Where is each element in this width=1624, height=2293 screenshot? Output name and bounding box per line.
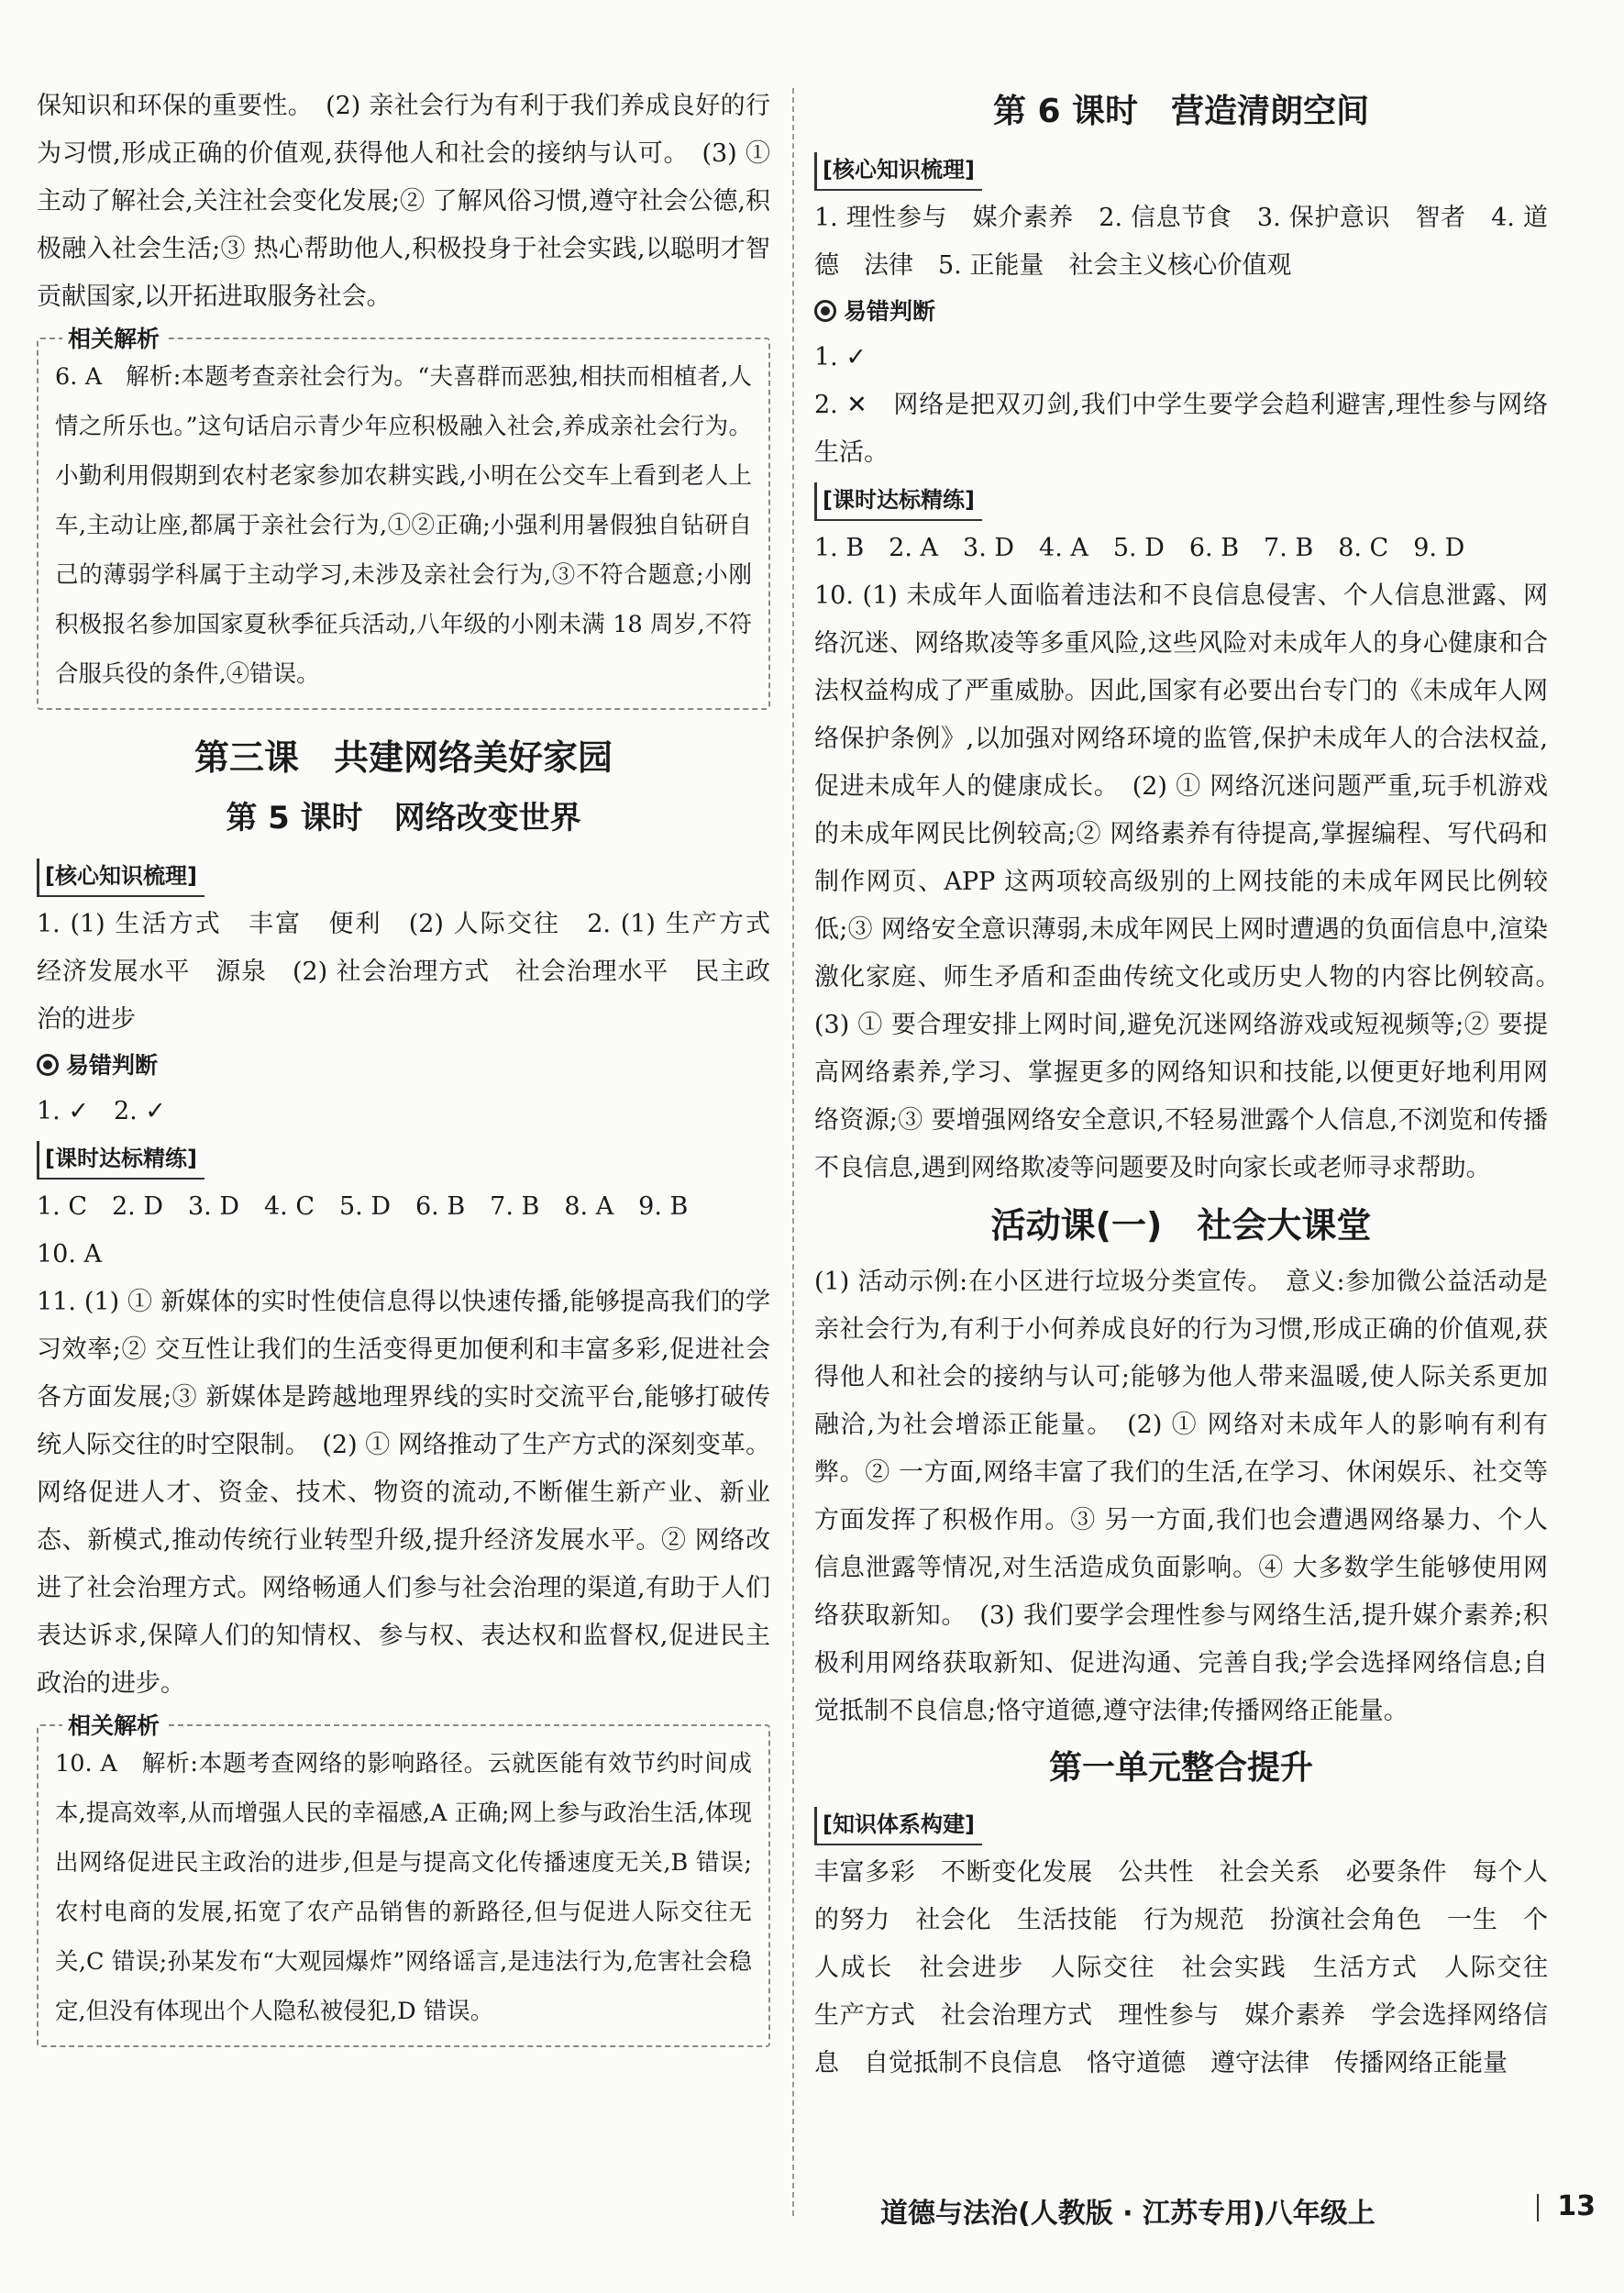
knowledge-system-answers: 丰富多彩 不断变化发展 公共性 社会关系 必要条件 每个人的努力 社会化 生活技能 行为规范 扮演社会角色 一生 个人成长 社会进步 人际交往 社会实践 生活方式 人际交往 生产方式 社会治理方式 理性参与 媒介素养 学会选择网络信息 自觉抵制不良信息 恪守道德 遵守法律 传播网络正能量 [814,1858,1573,2077]
error-judgement-heading: 易错判断 [37,1044,770,1088]
unit-review-title: 第一单元整合提升 [1048,1749,1313,1787]
continued-answer: 保知识和环保的重要性。 (2) 亲社会行为有利于我们养成良好的行为习惯,形成正确的价值观,获得他人和社会的接纳与认可。 (3) ① 主动了解社会,关注社会变化发展;② 了解风俗习惯,遵守社会公德,积极融入社会生活;③ 热心帮助他人,积极投身于社会实践,以聪明才智贡献国家,以开拓进取服务社会。 [37,92,770,311]
section-core-knowledge: [核心知识梳理] [37,858,204,897]
period-5-title: 第 5 课时 网络改变世界 [226,800,581,836]
page-footer [880,2190,1596,2231]
analysis-box-2 [37,1712,770,2047]
multiple-choice-answers: 1. C 2. D 3. D 4. C 5. D 6. B 7. B 8. A 9. B [37,1192,689,1221]
page-number: 13 [1557,2190,1596,2222]
column-divider [792,88,794,2216]
analysis-text: 6. A 解析:本题考查亲社会行为。“夫喜群而恶独,相扶而相植者,人情之所乐也。”这句话启示青少年应积极融入社会,养成亲社会行为。小勤利用假期到农村老家参加农耕实践,小明在公交车上看到老人上车,主动让座,都属于亲社会行为,①②正确;小强利用暑假独自钻研自己的薄弱学科属于主动学习,未涉及亲社会行为,③不符合题意;小刚积极报名参加国家夏秋季征兵活动,八年级的小刚未满 18 周岁,不符合服兵役的条件,④错误。 [55,363,752,688]
section-core-knowledge: [核心知识梳理] [814,152,982,191]
section-practice: [课时达标精练] [814,482,982,521]
analysis-box-title: 相关解析 [62,1708,165,1741]
right-column [814,84,1573,2088]
activity-title: 活动课(一) 社会大课堂 [990,1205,1372,1246]
core-knowledge-answers: 1. 理性参与 媒介素养 2. 信息节食 3. 保护意识 智者 4. 道德 法律 5. 正能量 社会主义核心价值观 [814,204,1548,280]
error-judgement-heading: 易错判断 [814,290,1548,334]
section-knowledge-system: [知识体系构建] [814,1807,982,1845]
question-10-answer: 10. (1) 未成年人面临着违法和不良信息侵害、个人信息泄露、网络沉迷、网络欺凌等多重风险,这些风险对未成年人的身心健康和合法权益构成了严重威胁。因此,国家有必要出台专门的《未成年人网络保护条例》,以加强对网络环境的监管,保护未成年人的合法权益,促进未成年人的健康成长。 (2) ① 网络沉迷问题严重,玩手机游戏的未成年网民比例较高;② 网络素养有待提高,掌握编程、写代码和制作网页、APP 这两项较高级别的上网技能的未成年网民比例较低;③ 网络安全意识薄弱,未成年网民上网时遭遇的负面信息中,渲染激化家庭、师生矛盾和歪曲传统文化或历史人物的内容比例较高。 (3) ① 要合理安排上网时间,避免沉迷网络游戏或短视频等;② 要提高网络素养,学习、掌握更多的网络知识和技能,以便更好地利用网络资源;③ 要增强网络安全意识,不轻易泄露个人信息,不浏览和传播不良信息,遇到网络欺凌等问题要及时向家长或老师寻求帮助。 [814,582,1573,1182]
analysis-box-title: 相关解析 [62,321,165,354]
multiple-choice-answers-2: 10. A [37,1240,103,1268]
bullet-icon [37,1054,59,1076]
footer-separator [1537,2194,1539,2221]
lesson-title: 第三课 共建网络美好家园 [193,737,613,778]
bullet-icon [814,300,836,322]
analysis-box-1 [37,326,770,710]
period-6-title: 第 6 课时 营造清朗空间 [992,93,1370,130]
activity-answer: (1) 活动示例:在小区进行垃圾分类宣传。 意义:参加微公益活动是亲社会行为,有利于小何养成良好的行为习惯,形成正确的价值观,获得他人和社会的接纳与认可;能够为他人带来温暖,使人际关系更加融洽,为社会增添正能量。 (2) ① 网络对未成年人的影响有利有弊。② 一方面,网络丰富了我们的生活,在学习、休闲娱乐、社交等方面发挥了积极作用。③ 另一方面,我们也会遭遇网络暴力、个人信息泄露等情况,对生活造成负面影响。④ 大多数学生能够使用网络获取新知。 (3) 我们要学会理性参与网络生活,提升媒介素养;积极利用网络获取新知、促进沟通、完善自我;学会选择网络信息;自觉抵制不良信息;恪守道德,遵守法律;传播网络正能量。 [814,1268,1548,1725]
multiple-choice-answers: 1. B 2. A 3. D 4. A 5. D 6. B 7. B 8. C 9. D [814,534,1465,562]
judgement-answer-1: 1. ✓ [814,343,867,371]
judgement-answers: 1. ✓ 2. ✓ [37,1097,166,1125]
section-practice: [课时达标精练] [37,1141,204,1180]
core-knowledge-answers: 1. (1) 生活方式 丰富 便利 (2) 人际交往 2. (1) 生产方式 经济发展水平 源泉 (2) 社会治理方式 社会治理水平 民主政治的进步 [37,910,795,1034]
judgement-answer-2: 2. ✕ 网络是把双刃剑,我们中学生要学会趋利避害,理性参与网络生活。 [814,391,1548,467]
left-column [37,83,795,2066]
book-title: 道德与法治(人教版 · 江苏专用)八年级上 [880,2198,1375,2230]
question-11-answer: 11. (1) ① 新媒体的实时性使信息得以快速传播,能够提高我们的学习效率;② 交互性让我们的生活变得更加便利和丰富多彩,促进社会各方面发展;③ 新媒体是跨越地理界线的实时交流平台,能够打破传统人际交往的时空限制。 (2) ① 网络推动了生产方式的深刻变革。网络促进人才、资金、技术、物资的流动,不断催生新产业、新业态、新模式,推动传统行业转型升级,提升经济发展水平。② 网络改进了社会治理方式。网络畅通人们参与社会治理的渠道,有助于人们表达诉求,保障人们的知情权、参与权、表达权和监督权,促进民主政治的进步。 [37,1288,770,1698]
analysis-text: 10. A 解析:本题考查网络的影响路径。云就医能有效节约时间成本,提高效率,从而增强人民的幸福感,A 正确;网上参与政治生活,体现出网络促进民主政治的进步,但是与提高文化传播速度无关,B 错误;农村电商的发展,拓宽了农产品销售的新路径,但与促进人际交往无关,C 错误;孙某发布“大观园爆炸”网络谣言,是违法行为,危害社会稳定,但没有体现出个人隐私被侵犯,D 错误。 [55,1750,752,2025]
